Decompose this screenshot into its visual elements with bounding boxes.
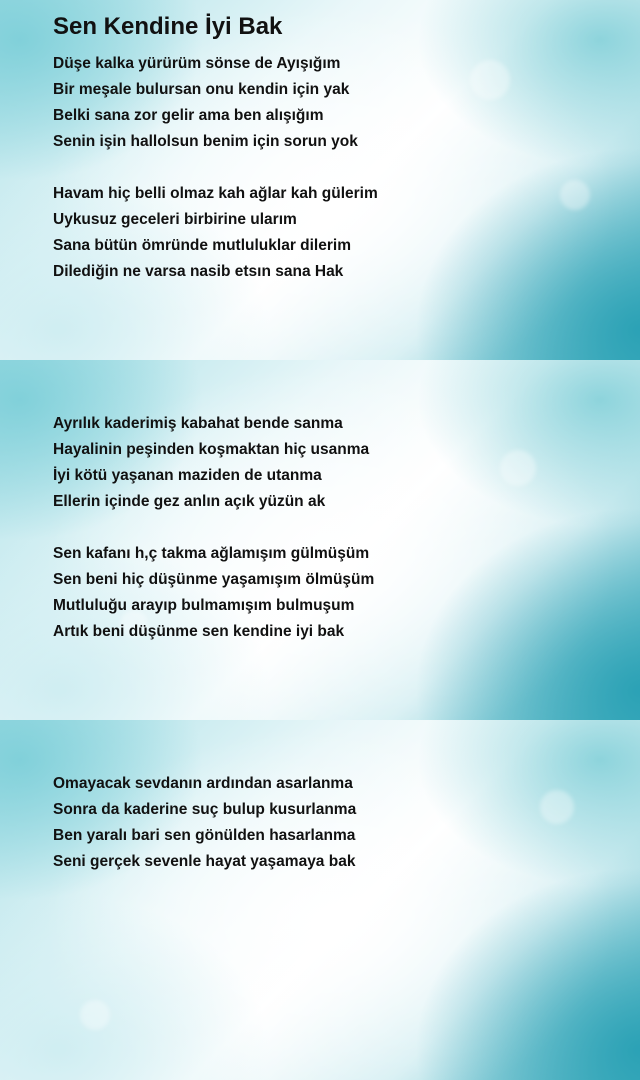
poem-line: Belki sana zor gelir ama ben alışığım [53,107,324,124]
poem-line: Dilediğin ne varsa nasib etsın sana Hak [53,263,344,280]
poem-line: Sen kafanı h,ç takma ağlamışım gülmüşüm [53,545,370,562]
poem-line: Uykusuz geceleri birbirine ularım [53,211,297,228]
poem-line: Ben yaralı bari sen gönülden hasarlanma [53,827,356,844]
poem-line: İyi kötü yaşanan maziden de utanma [53,467,322,484]
poem-line: Ellerin içinde gez anlın açık yüzün ak [53,493,326,510]
poem-panel-3 [0,720,640,1080]
stanza-2 [53,181,378,285]
bokeh-spot [500,450,536,486]
poem-line: Sana bütün ömründe mutluluklar dilerim [53,237,351,254]
poem-line: Ayrılık kaderimiş kabahat bende sanma [53,415,343,432]
bokeh-spot [470,60,510,100]
poem-line: Sen beni hiç düşünme yaşamışım ölmüşüm [53,571,375,588]
poem-line: Hayalinin peşinden koşmaktan hiç usanma [53,441,370,458]
poem-line: Omayacak sevdanın ardından asarlanma [53,775,353,792]
poem-panel-2 [0,360,640,720]
poem-line: Artık beni düşünme sen kendine iyi bak [53,623,345,640]
poem-line: Bir meşale bulursan onu kendin için yak [53,81,350,98]
poem-line: Havam hiç belli olmaz kah ağlar kah gülerim [53,185,378,202]
stanza-5 [53,771,356,875]
stanza-4 [53,541,374,645]
poem-title: Sen Kendine İyi Bak [53,13,283,40]
bokeh-spot [540,790,574,824]
poem-line: Senin işin hallolsun benim için sorun yok [53,133,358,150]
poem-panel-1 [0,0,640,360]
stanza-1 [53,51,358,155]
stanza-3 [53,411,369,515]
poem-line: Düşe kalka yürürüm sönse de Ayışığım [53,55,341,72]
poem-line: Mutluluğu arayıp bulmamışım bulmuşum [53,597,355,614]
poem-line: Seni gerçek sevenle hayat yaşamaya bak [53,853,356,870]
poem-line: Sonra da kaderine suç bulup kusurlanma [53,801,357,818]
bokeh-spot [560,180,590,210]
bokeh-spot [80,1000,110,1030]
